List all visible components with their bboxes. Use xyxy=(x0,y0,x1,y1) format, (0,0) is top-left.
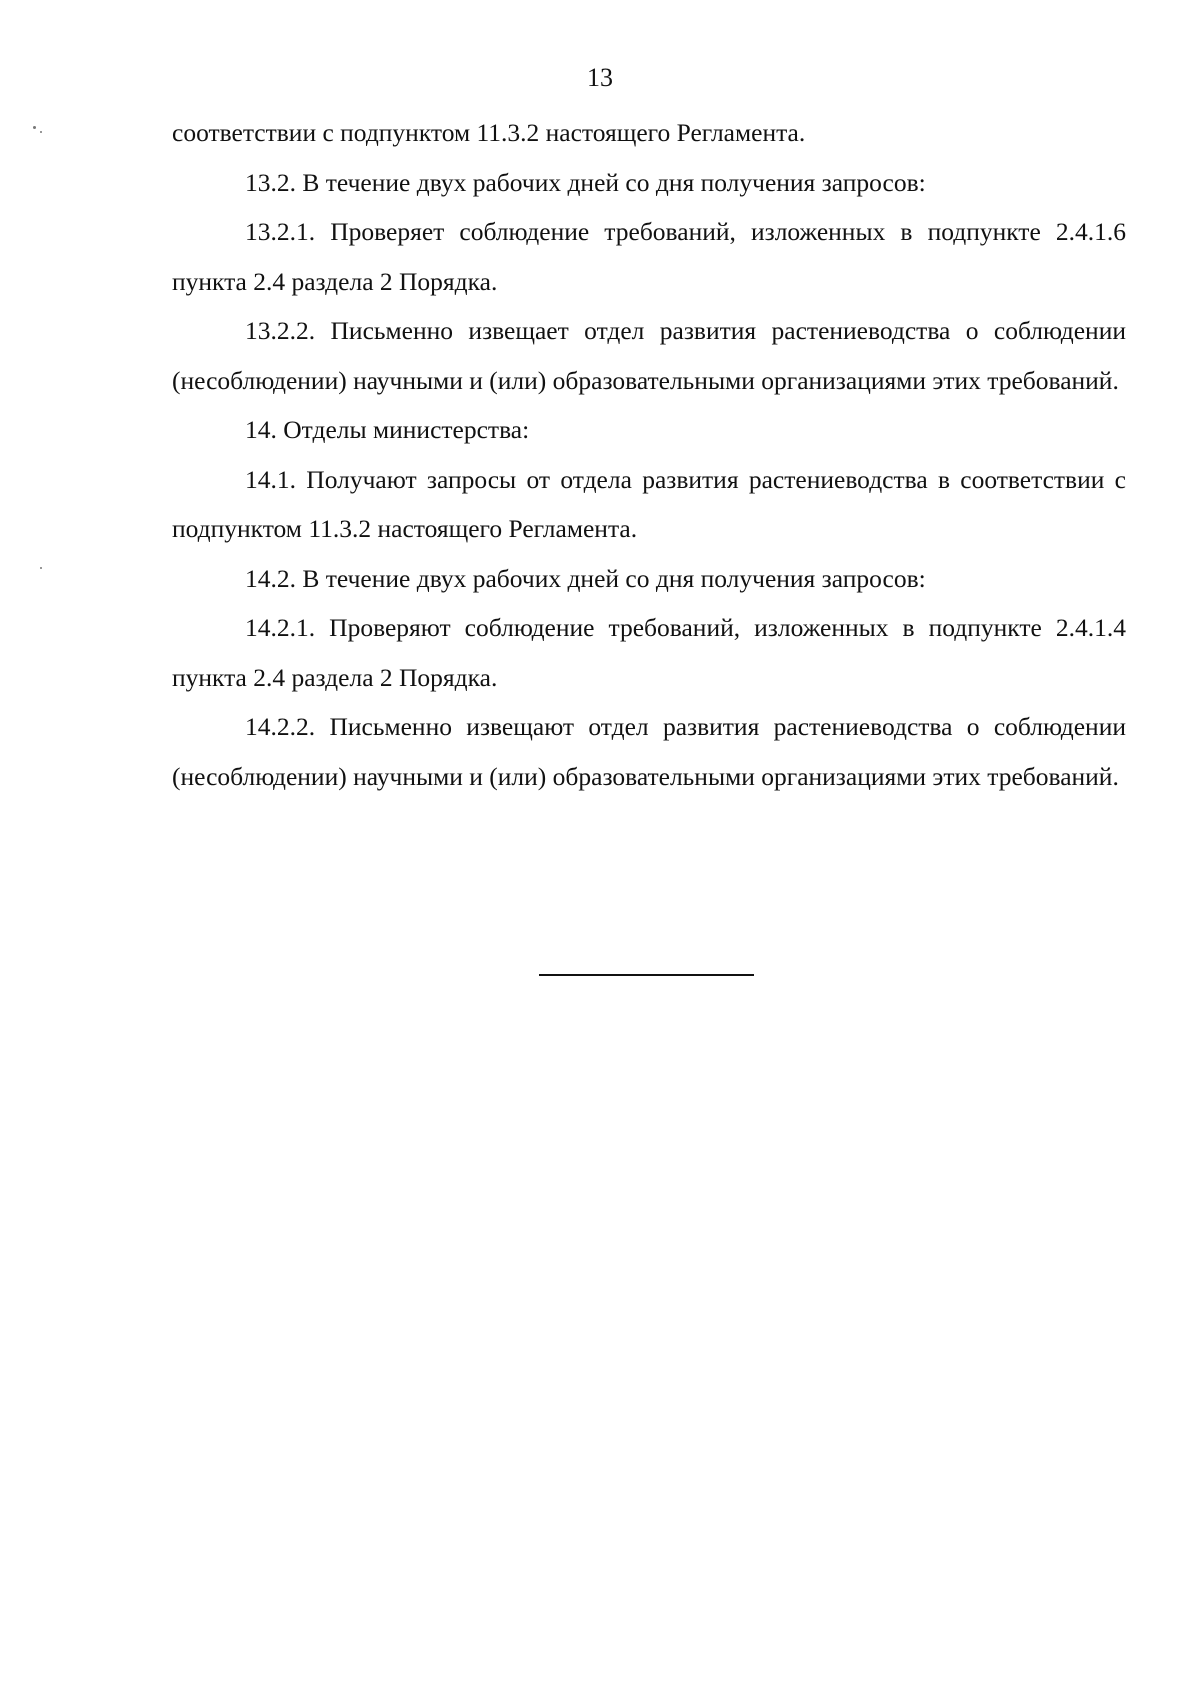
paragraph-14-2-1: 14.2.1. Проверяют соблюдение требований, изложенных в подпункте 2.4.1.4 пункта 2.4 раздела 2 Порядка. xyxy=(172,613,1126,692)
scan-speck xyxy=(40,567,42,569)
paragraph-14-2-2: 14.2.2. Письменно извещают отдел развития растениеводства о соблюдении (несоблюдении) научными и (или) образовательными организациями этих требований. xyxy=(172,712,1126,791)
paragraph-13-2-1: 13.2.1. Проверяет соблюдение требований, изложенных в подпункте 2.4.1.6 пункта 2.4 раздела 2 Порядка. xyxy=(172,217,1126,296)
scan-speck xyxy=(33,126,36,129)
paragraph-13-2-2: 13.2.2. Письменно извещает отдел развития растениеводства о соблюдении (несоблюдении) научными и (или) образовательными организациями этих требований. xyxy=(172,316,1126,395)
document-body xyxy=(172,108,1126,801)
scan-speck xyxy=(40,131,42,133)
paragraph-13-2: 13.2. В течение двух рабочих дней со дня получения запросов: xyxy=(245,167,926,197)
end-of-text-divider xyxy=(539,974,754,976)
paragraph-14-2: 14.2. В течение двух рабочих дней со дня получения запросов: xyxy=(245,563,926,593)
paragraph-continuation: соответствии с подпунктом 11.3.2 настоящего Регламента. xyxy=(172,118,806,147)
paragraph-14-1: 14.1. Получают запросы от отдела развития растениеводства в соответствии с подпунктом 11.3.2 настоящего Регламента. xyxy=(172,464,1126,543)
page-number: 13 xyxy=(587,63,613,92)
paragraph-14: 14. Отделы министерства: xyxy=(245,415,530,444)
